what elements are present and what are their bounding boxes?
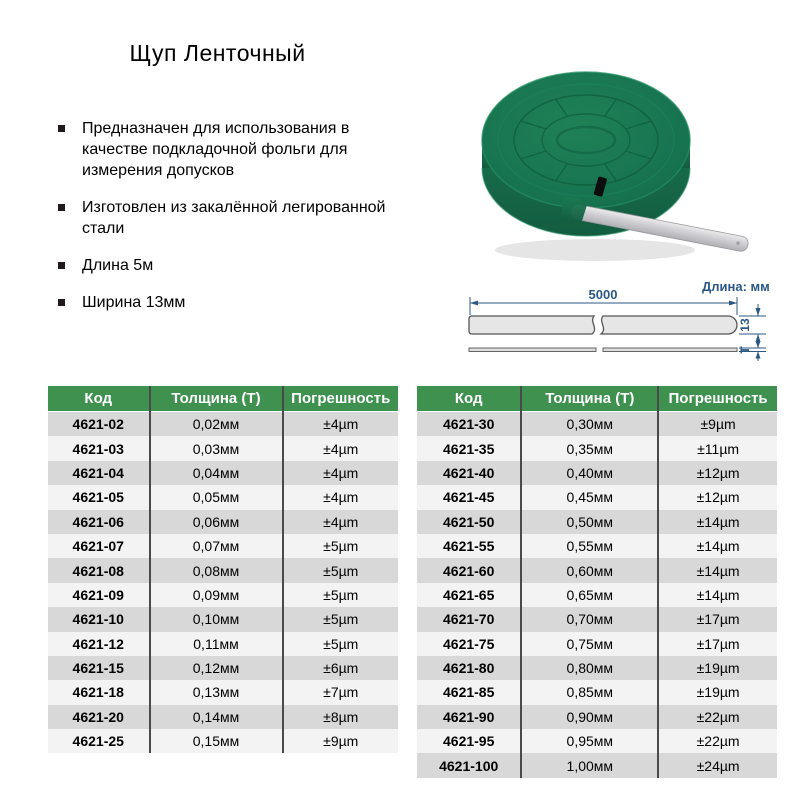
cell-thickness: 0,10мм: [150, 607, 283, 631]
cell-thickness: 0,12мм: [150, 656, 283, 680]
strip-side-view-left: [469, 348, 596, 352]
table-row: [417, 461, 777, 485]
cell-code: 4621-04: [48, 461, 150, 485]
cell-code: 4621-25: [48, 729, 150, 753]
cell-code: 4621-70: [417, 607, 521, 631]
table-row: [48, 607, 398, 631]
strip-side-view-right: [603, 348, 737, 352]
table-row: [417, 436, 777, 460]
cell-code: 4621-02: [48, 412, 150, 437]
column-header-code: Код: [417, 386, 521, 412]
spec-table-right: [417, 386, 777, 778]
cell-code: 4621-80: [417, 656, 521, 680]
cell-tolerance: ±14µm: [658, 510, 777, 534]
bullet-square-icon: [58, 125, 65, 132]
thickness-dimension-value: T: [738, 346, 752, 354]
table-row: [48, 436, 398, 460]
table-row: [48, 534, 398, 558]
diagram-units-label: Длина: мм: [702, 279, 770, 294]
cell-thickness: 0,02мм: [150, 412, 283, 437]
column-header-thickness: Толщина (Т): [521, 386, 658, 412]
cell-code: 4621-75: [417, 632, 521, 656]
cell-thickness: 0,70мм: [521, 607, 658, 631]
dimension-diagram: [450, 270, 800, 378]
list-item: [58, 255, 414, 276]
table-row: [417, 705, 777, 729]
bullet-square-icon: [58, 262, 65, 269]
length-dimension-value: 5000: [588, 287, 618, 302]
table-row: [48, 705, 398, 729]
cell-tolerance: ±12µm: [658, 485, 777, 509]
cell-code: 4621-100: [417, 753, 521, 777]
table-row: [417, 485, 777, 509]
cell-thickness: 0,03мм: [150, 436, 283, 460]
cell-thickness: 0,95мм: [521, 729, 658, 753]
width-dimension-value: 13: [738, 318, 752, 332]
cell-code: 4621-15: [48, 656, 150, 680]
table-row: [48, 510, 398, 534]
cell-thickness: 0,60мм: [521, 558, 658, 582]
cell-thickness: 1,00мм: [521, 753, 658, 777]
cell-code: 4621-09: [48, 583, 150, 607]
cell-thickness: 0,14мм: [150, 705, 283, 729]
table-row: [48, 583, 398, 607]
feature-text: Ширина 13мм: [82, 294, 186, 311]
feature-text: Предназначен для использования в качестве подкладочной фольги для измерения допусков: [82, 120, 350, 179]
cell-tolerance: ±22µm: [658, 705, 777, 729]
cell-thickness: 0,45мм: [521, 485, 658, 509]
table-row: [417, 558, 777, 582]
cell-code: 4621-30: [417, 412, 521, 437]
cell-thickness: 0,05мм: [150, 485, 283, 509]
cell-thickness: 0,75мм: [521, 632, 658, 656]
table-row: [48, 461, 398, 485]
cell-code: 4621-90: [417, 705, 521, 729]
cell-code: 4621-10: [48, 607, 150, 631]
cell-thickness: 0,80мм: [521, 656, 658, 680]
cell-thickness: 0,50мм: [521, 510, 658, 534]
table-row: [48, 558, 398, 582]
cell-tolerance: ±4µm: [283, 461, 399, 485]
strip-top-view-left: [469, 316, 595, 334]
table-header-row: [417, 386, 777, 412]
cell-tolerance: ±5µm: [283, 558, 399, 582]
cell-code: 4621-20: [48, 705, 150, 729]
cell-thickness: 0,08мм: [150, 558, 283, 582]
cell-tolerance: ±17µm: [658, 632, 777, 656]
cell-tolerance: ±8µm: [283, 705, 399, 729]
table-header-row: [48, 386, 398, 412]
cell-code: 4621-95: [417, 729, 521, 753]
cell-tolerance: ±4µm: [283, 485, 399, 509]
bullet-square-icon: [58, 204, 65, 211]
product-photo: [455, 52, 800, 277]
cell-tolerance: ±5µm: [283, 632, 399, 656]
cell-code: 4621-18: [48, 680, 150, 704]
cell-code: 4621-07: [48, 534, 150, 558]
cell-tolerance: ±7µm: [283, 680, 399, 704]
table-row: [417, 412, 777, 437]
cell-thickness: 0,90мм: [521, 705, 658, 729]
cell-tolerance: ±12µm: [658, 461, 777, 485]
spec-table-left: [48, 386, 398, 753]
column-header-tolerance: Погрешность: [658, 386, 777, 412]
cell-tolerance: ±5µm: [283, 583, 399, 607]
table-row: [417, 680, 777, 704]
cell-code: 4621-60: [417, 558, 521, 582]
list-item: [58, 197, 414, 239]
cell-code: 4621-55: [417, 534, 521, 558]
cell-code: 4621-85: [417, 680, 521, 704]
cell-thickness: 0,04мм: [150, 461, 283, 485]
list-item: [58, 118, 414, 181]
table-row: [417, 656, 777, 680]
column-header-tolerance: Погрешность: [283, 386, 399, 412]
cell-tolerance: ±9µm: [658, 412, 777, 437]
bullet-square-icon: [58, 299, 65, 306]
cell-code: 4621-35: [417, 436, 521, 460]
cell-tolerance: ±6µm: [283, 656, 399, 680]
cell-code: 4621-03: [48, 436, 150, 460]
cell-code: 4621-05: [48, 485, 150, 509]
cell-code: 4621-65: [417, 583, 521, 607]
feature-text: Изготовлен из закалённой легированной стали: [82, 199, 386, 237]
table-row: [417, 534, 777, 558]
feeler-reel-image: [455, 52, 800, 277]
feature-text: Длина 5м: [82, 257, 154, 274]
table-row: [48, 632, 398, 656]
cell-tolerance: ±5µm: [283, 607, 399, 631]
cell-code: 4621-45: [417, 485, 521, 509]
table-row: [48, 485, 398, 509]
strip-top-view-right: [601, 316, 737, 334]
cell-code: 4621-50: [417, 510, 521, 534]
cell-thickness: 0,35мм: [521, 436, 658, 460]
column-header-thickness: Толщина (Т): [150, 386, 283, 412]
table-row: [417, 510, 777, 534]
table-row: [417, 753, 777, 777]
cell-tolerance: ±19µm: [658, 680, 777, 704]
table-row: [48, 656, 398, 680]
table-row: [417, 729, 777, 753]
cell-tolerance: ±4µm: [283, 412, 399, 437]
cell-thickness: 0,09мм: [150, 583, 283, 607]
cell-thickness: 0,11мм: [150, 632, 283, 656]
cell-code: 4621-12: [48, 632, 150, 656]
cell-tolerance: ±24µm: [658, 753, 777, 777]
cell-thickness: 0,65мм: [521, 583, 658, 607]
cell-tolerance: ±22µm: [658, 729, 777, 753]
cell-tolerance: ±17µm: [658, 607, 777, 631]
cell-tolerance: ±4µm: [283, 436, 399, 460]
cell-thickness: 0,13мм: [150, 680, 283, 704]
table-row: [48, 412, 398, 437]
cell-tolerance: ±4µm: [283, 510, 399, 534]
cell-thickness: 0,15мм: [150, 729, 283, 753]
cell-code: 4621-40: [417, 461, 521, 485]
cell-thickness: 0,30мм: [521, 412, 658, 437]
cell-tolerance: ±14µm: [658, 534, 777, 558]
cell-thickness: 0,40мм: [521, 461, 658, 485]
table-row: [417, 607, 777, 631]
page-title: Щуп Ленточный: [129, 40, 306, 66]
column-header-code: Код: [48, 386, 150, 412]
table-row: [48, 680, 398, 704]
table-row: [417, 583, 777, 607]
cell-tolerance: ±14µm: [658, 558, 777, 582]
list-item: [58, 292, 414, 313]
cell-thickness: 0,55мм: [521, 534, 658, 558]
cell-thickness: 0,85мм: [521, 680, 658, 704]
cell-tolerance: ±5µm: [283, 534, 399, 558]
cell-code: 4621-08: [48, 558, 150, 582]
cell-tolerance: ±11µm: [658, 436, 777, 460]
cell-thickness: 0,06мм: [150, 510, 283, 534]
cell-tolerance: ±19µm: [658, 656, 777, 680]
cell-code: 4621-06: [48, 510, 150, 534]
cell-tolerance: ±14µm: [658, 583, 777, 607]
cell-tolerance: ±9µm: [283, 729, 399, 753]
table-row: [417, 632, 777, 656]
feature-list: [58, 118, 414, 329]
table-row: [48, 729, 398, 753]
cell-thickness: 0,07мм: [150, 534, 283, 558]
